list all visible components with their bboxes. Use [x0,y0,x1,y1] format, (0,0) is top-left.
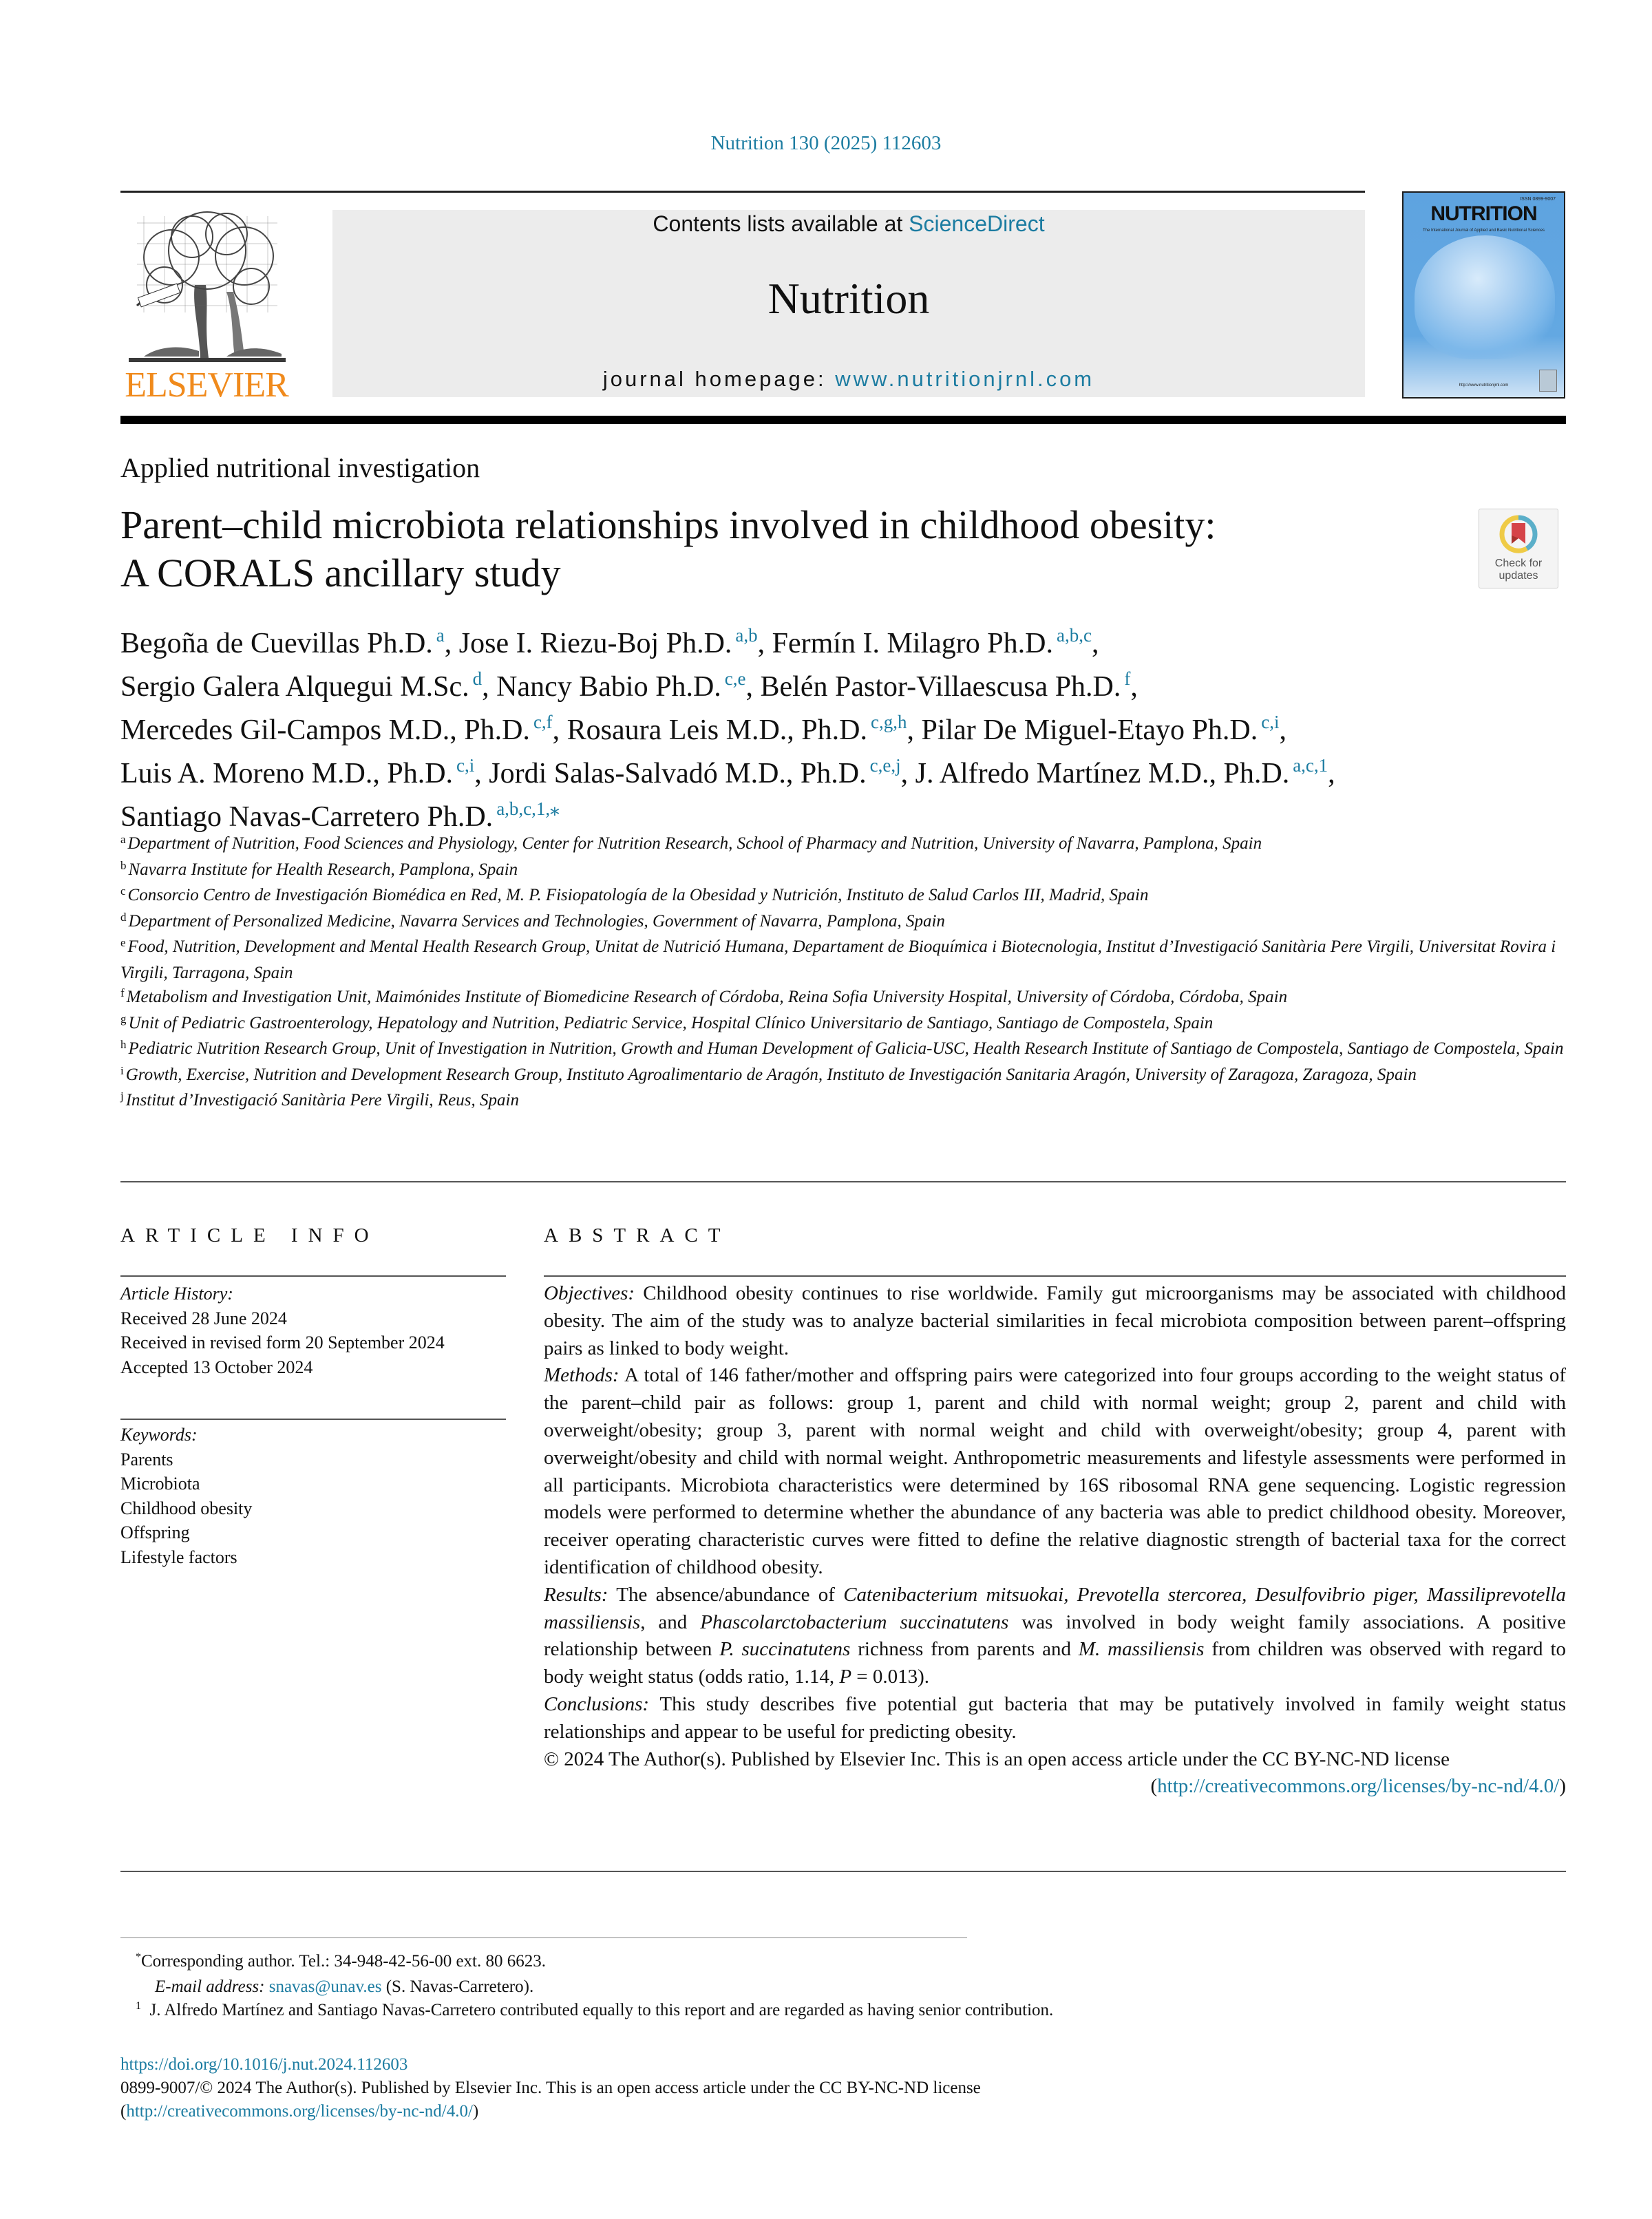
affiliation-text: Department of Nutrition, Food Sciences and Physiology, Center for Nutrition Research, School of Pharmacy and Nutrition, University of Navarra, Pamplona, Spain [127,834,1262,853]
p-value-label: P [839,1666,852,1688]
sciencedirect-link[interactable]: ScienceDirect [909,211,1045,236]
equal-contribution-text: J. Alfredo Martínez and Santiago Navas-Carretero contributed equally to this report and are regarded as having senior contribution. [149,2001,1054,2019]
affiliation-item [120,909,1566,935]
abstract-end-divider [120,1871,1566,1872]
author-affiliation-link[interactable]: d [472,668,483,689]
corresponding-author-note [120,1950,1566,1975]
author-name: Begoña de Cuevillas Ph.D. [120,628,433,659]
check-label-line-1: Check for [1494,558,1543,569]
abstract-divider [544,1275,1566,1277]
license-link[interactable]: http://creativecommons.org/licenses/by-nc-nd/4.0/ [1157,1775,1560,1798]
author-line-2: Sergio Galera Alquegui M.Sc. $^d$, Nancy Babio Ph.D. $^{c,e}$, Belén Pastor-Villaescusa Ph.D. $^f$, [120,668,1138,703]
results-taxon: Phascolarctobacterium succinatutens [700,1611,1009,1633]
abstract-copyright: © 2024 The Author(s). Published by Elsevier Inc. This is an open access article under the CC BY-NC-ND license [544,1748,1450,1770]
article-info-divider [120,1275,506,1277]
affiliation-item [120,1088,1566,1114]
history-accepted: Accepted 13 October 2024 [120,1357,313,1377]
keyword-item: Lifestyle factors [120,1547,237,1567]
journal-banner [332,210,1365,397]
journal-reference[interactable]: Nutrition 130 (2025) 112603 [710,132,942,154]
cover-issn: ISSN 0899-9007 [1520,197,1556,202]
cover-subtitle: The International Journal of Applied and Basic Nutritional Sciences [1422,229,1545,233]
keyword-item: Childhood obesity [120,1498,253,1518]
author-affiliation-link[interactable]: c,i [1261,712,1280,732]
author-affiliation-link[interactable]: a,b,c [1056,625,1092,646]
affiliations-divider [120,1181,1566,1182]
author-name: Belén Pastor-Villaescusa Ph.D. [760,671,1121,703]
objectives-text: Childhood obesity continues to rise worldwide. Family gut microorganisms may be associated with childhood obesity. The aim of the study was to analyze bacterial similarities in fecal microbiota composition between parent–offspring pairs as linked to body weight. [544,1282,1566,1359]
equal-contribution-note [120,1999,1566,2024]
affiliation-key: b [120,858,127,872]
author-affiliation-link[interactable]: c,i [456,755,475,776]
affiliation-item [120,1037,1566,1063]
cover-title: NUTRITION [1430,202,1537,225]
keywords [120,1423,506,1569]
abstract-methods [544,1362,1566,1581]
title-line-2: A CORALS ancillary study [120,551,561,595]
author-name: Jordi Salas-Salvadó M.D., Ph.D. [489,758,867,789]
affiliation-item [120,935,1566,985]
cover-url: http://www.nutritionjrnl.com [1459,383,1509,387]
author-affiliation-link[interactable]: a,c,1 [1293,755,1328,776]
abstract-conclusions [544,1691,1566,1746]
author-name: Rosaura Leis M.D., Ph.D. [566,714,867,746]
footnote-marker: 1 [136,2000,141,2012]
affiliation-text: Growth, Exercise, Nutrition and Development Research Group, Instituto Agroalimentario de Aragón, Instituto de Investigación Sanitaria Aragón, University of Zaragoza, Zaragoza, Spain [125,1065,1417,1084]
page-footer [120,2053,1566,2123]
author-affiliation-link[interactable]: c,g,h [870,712,907,732]
affiliation-key: d [120,910,127,924]
author-affiliation-link[interactable]: c,e [724,668,746,689]
author-name: Fermín I. Milagro Ph.D. [772,628,1053,659]
author-line-1: Begoña de Cuevillas Ph.D. $^a$, Jose I. Riezu-Boj Ph.D. $^{a,b}$, Fermín I. Milagro Ph.D. $^{a,b,c}$, [120,625,1099,659]
article-title [120,501,1428,597]
results-text: , and [640,1611,701,1633]
journal-title: Nutrition [767,274,930,323]
conclusions-text: This study describes five potential gut bacteria that may be putatively involved in family weight status relationships and appear to be useful for predicting obesity. [544,1692,1566,1743]
affiliation-item [120,1063,1566,1089]
globe-icon [1415,235,1555,359]
keywords-label: Keywords: [120,1425,198,1445]
check-label-line-2: updates [1499,570,1538,582]
author-name: Luis A. Moreno M.D., Ph.D. [120,758,454,789]
elsevier-wordmark: ELSEVIER [125,365,288,405]
author-name: Santiago Navas-Carretero Ph.D. [120,801,494,833]
abstract-results [544,1582,1566,1691]
results-taxa: Catenibacterium mitsuokai, Prevotella stercorea, Desulfovibrio piger, Massiliprevotella massiliensis [544,1583,1566,1633]
elsevier-logo[interactable] [120,206,293,403]
author-name: J. Alfredo Martínez M.D., Ph.D. [915,758,1290,789]
asterisk-marker: * [136,1951,141,1963]
results-text: = 0.013). [851,1666,930,1688]
bookmark-icon [1499,515,1538,553]
masthead-rule [120,416,1566,424]
homepage-line [332,367,1365,392]
footer-license: (http://creativecommons.org/licenses/by-nc-nd/4.0/) [120,2102,479,2121]
homepage-prefix: journal homepage: [602,367,836,391]
affiliation-list [120,831,1566,1114]
doi-link[interactable]: https://doi.org/10.1016/j.nut.2024.112603 [120,2055,408,2074]
affiliation-key: i [120,1063,124,1077]
results-taxon: M. massiliensis [1078,1638,1205,1661]
affiliation-key: g [120,1012,127,1026]
elsevier-tree-icon [123,209,291,365]
author-line-4: Luis A. Moreno M.D., Ph.D. $^{c,i}$, Jordi Salas-Salvadó M.D., Ph.D. $^{c,e,j}$, J. Alfredo Martínez M.D., Ph.D. $^{a,c,1}$, [120,755,1335,789]
author-line-3: Mercedes Gil-Campos M.D., Ph.D. $^{c,f}$, Rosaura Leis M.D., Ph.D. $^{c,g,h}$, Pilar De Miguel-Etayo Ph.D. $^{c,i}$, [120,712,1286,746]
affiliation-item [120,883,1566,909]
affiliation-item [120,858,1566,884]
objectives-label: Objectives: [544,1282,635,1304]
footnotes [120,1950,1566,2024]
email-owner: (S. Navas-Carretero). [381,1977,534,1996]
check-for-updates-label [1479,558,1558,582]
article-section: Applied nutritional investigation [120,452,480,483]
methods-label: Methods: [544,1364,620,1387]
history-revised: Received in revised form 20 September 2024 [120,1333,445,1352]
results-text: was involved in body weight family associations. A positive relationship between [544,1611,1566,1661]
title-line-1: Parent–child microbiota relationships involved in childhood obesity: [120,502,1216,547]
affiliation-key: e [120,936,126,949]
issn-line: 0899-9007/© 2024 The Author(s). Published by Elsevier Inc. This is an open access article under the CC BY-NC-ND license [120,2079,981,2097]
author-affiliation-link[interactable]: a,b,c,1,⁎ [496,798,560,819]
author-affiliation-link[interactable]: c,e,j [869,755,901,776]
email-link[interactable]: snavas@unav.es [268,1977,382,1996]
journal-homepage-link[interactable]: www.nutritionjrnl.com [835,367,1095,391]
results-text: richness from parents and [850,1638,1079,1661]
author-name: Pilar De Miguel-Etayo Ph.D. [921,714,1258,746]
header-rule [120,191,1365,193]
contents-line [332,211,1365,237]
abstract-body [544,1280,1566,1801]
history-received: Received 28 June 2024 [120,1308,287,1328]
affiliation-text: Consorcio Centro de Investigación Biomédica en Red, M. P. Fisiopatología de la Obesidad y Nutrición, Instituto de Salud Carlos III, Madrid, Spain [127,886,1149,904]
corresponding-text: Corresponding author. Tel.: 34-948-42-56-00 ext. 80 6623. [141,1952,546,1971]
methods-text: A total of 146 father/mother and offspring pairs were categorized into four groups according to the weight status of the parent–child pair as follows: group 1, parent and child with normal weight; group 2, parent and child with overweight/obesity; group 3, parent with normal weight and child with overweight/obesity; group 4, parent with overweight/obesity and child with normal weight. Anthropometric measurements and lifestyle assessments were performed in all participants. Microbiota characteristics were determined by 16S ribosomal RNA gene sequencing. Logistic regression models were performed to determine whether the abundance of any bacteria was able to predict childhood obesity. Moreover, receiver operating characteristic curves were fitted to define the relative diagnostic strength of bacterial taxa for the correct identification of childhood obesity. [544,1364,1566,1578]
cover-elsevier-icon [1539,370,1557,392]
affiliation-key: a [120,833,126,846]
affiliation-text: Unit of Pediatric Gastroenterology, Hepatology and Nutrition, Pediatric Service, Hospital Clínico Universitario de Santiago, Santiago de Compostela, Spain [128,1013,1214,1032]
affiliation-key: h [120,1038,127,1051]
affiliation-item [120,831,1566,858]
conclusions-label: Conclusions: [544,1692,650,1715]
affiliation-text: Metabolism and Investigation Unit, Maimónides Institute of Biomedicine Research of Córdoba, Reina Sofia University Hospital, University of Córdoba, Córdoba, Spain [126,988,1288,1006]
affiliation-text: Navarra Institute for Health Research, Pamplona, Spain [128,860,518,879]
contents-prefix: Contents lists available at [653,211,909,236]
abstract-heading: ABSTRACT [544,1224,731,1246]
keyword-item: Offspring [120,1522,190,1542]
author-affiliation-link[interactable]: f [1124,668,1131,689]
results-taxon: P. succinatutens [719,1638,851,1661]
article-history [120,1282,506,1379]
history-label: Article History: [120,1284,233,1304]
footnote-rule [120,1937,967,1938]
results-text: from children was observed with regard to body weight status (odds ratio, 1.14, [544,1638,1567,1688]
affiliation-text: Pediatric Nutrition Research Group, Unit of Investigation in Nutrition, Growth and Human Development of Galicia-USC, Health Research Institute of Santiago de Compostela, Santiago de Compostela, Spain [128,1039,1564,1058]
email-note [120,1975,1566,1999]
author-affiliation-link[interactable]: a,b [735,625,758,646]
journal-cover-image[interactable] [1402,191,1565,399]
footer-license-link[interactable]: http://creativecommons.org/licenses/by-nc-nd/4.0/ [126,2102,473,2121]
affiliation-text: Food, Nutrition, Development and Mental Health Research Group, Unitat de Nutrició Humana, Departament de Bioquímica i Biotecnologia, Institut d’Investigació Sanitària Pere Virgili, Universitat Rovira i Virgili, Tarragona, Spain [120,937,1556,982]
keyword-item: Microbiota [120,1474,200,1494]
author-name: Sergio Galera Alquegui M.Sc. [120,671,469,703]
abstract-license: (http://creativecommons.org/licenses/by-nc-nd/4.0/) [1150,1775,1566,1798]
author-affiliation-link[interactable]: a [436,625,445,646]
author-list [120,624,1566,840]
affiliation-text: Institut d’Investigació Sanitària Pere Virgili, Reus, Spain [125,1091,519,1110]
affiliation-key: f [120,986,125,999]
results-label: Results: [544,1583,608,1606]
email-label: E-mail address: [155,1977,265,1996]
affiliation-item [120,985,1566,1011]
affiliation-item [120,1011,1566,1037]
author-name: Nancy Babio Ph.D. [496,671,721,703]
keyword-item: Parents [120,1449,173,1469]
results-text: The absence/abundance of [608,1583,844,1606]
author-name: Mercedes Gil-Campos M.D., Ph.D. [120,714,530,746]
author-affiliation-link[interactable]: c,f [533,712,553,732]
affiliation-text: Department of Personalized Medicine, Navarra Services and Technologies, Government of Navarra, Pamplona, Spain [128,911,945,931]
keywords-divider [120,1419,506,1420]
masthead [120,197,1566,406]
author-name: Jose I. Riezu-Boj Ph.D. [458,628,732,659]
abstract-objectives [544,1280,1566,1362]
article-info-heading: ARTICLE INFO [120,1224,379,1246]
affiliation-key: j [120,1090,124,1103]
affiliation-key: c [120,884,126,898]
check-for-updates-button[interactable] [1479,509,1558,588]
